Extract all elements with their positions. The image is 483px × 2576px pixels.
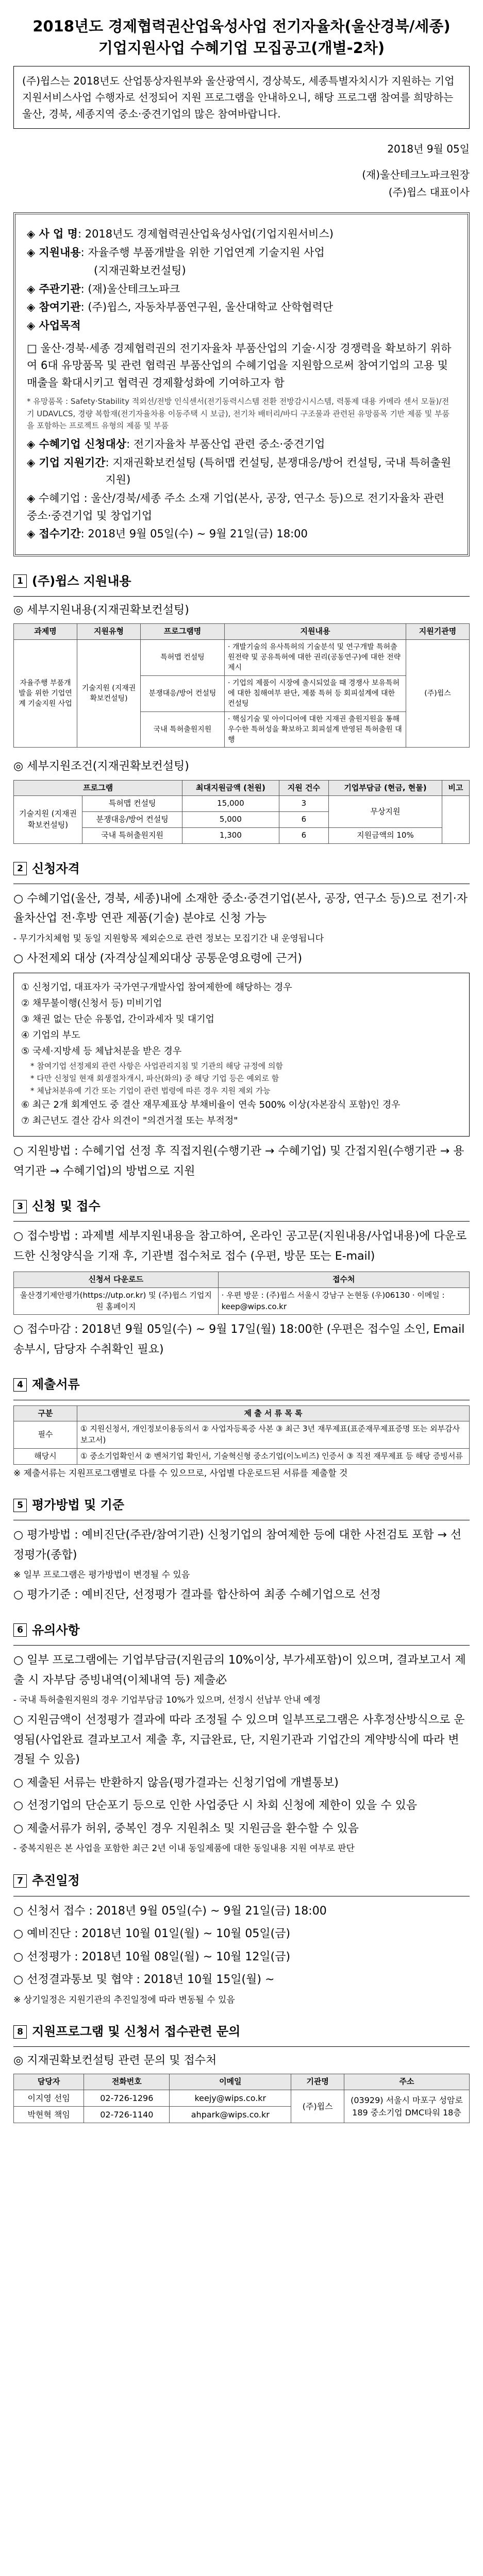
column-header: 제 출 서 류 목 록 (77, 1405, 470, 1421)
section-title: 신청 및 접수 (32, 1199, 101, 1213)
column-header: 전화번호 (84, 2074, 170, 2090)
column-header: 기관명 (291, 2074, 344, 2090)
section-8-sub: ◎ 지재권확보컨설팅 관련 문의 및 접수처 (13, 2054, 217, 2067)
org-1: (재)울산테크노파크원장 (362, 168, 470, 181)
column-header: 지원기관명 (406, 624, 470, 640)
column-header: 과제명 (14, 624, 77, 640)
table-header-row (14, 1272, 470, 1288)
overview-key: ◈ 참여기관 (27, 301, 81, 314)
notice-date: 2018년 9월 05일 (387, 143, 470, 156)
docs-cell: ① 중소기업확인서 ② 벤처기업 확인서, 기술혁신형 중소기업(이노비즈) 인증서 ③ 직전 재무제표 등 해당 증빙서류 (77, 1448, 470, 1464)
section-number: 7 (13, 1874, 27, 1888)
overview-row (27, 226, 456, 243)
exclusion-item: ③ 채권 없는 단순 유통업, 간이과세자 및 대기업 (21, 1014, 214, 1025)
count-cell: 6 (279, 827, 329, 843)
overview-purpose: □ 울산·경북·세종 경제협력권의 전기자율차 부품산업의 기술·시장 경쟁력을 확보하기 위하여 6대 유망품목 및 관련 협력권 부품산업의 수혜기업을 지원함으로써 참여기업의 고용 및 매출을 확대시키고 협력권 경제활성화에 기여하고자 함 (27, 342, 452, 389)
overview-key: ◈ 수혜기업 신청대상 (27, 438, 127, 451)
page-title (13, 15, 470, 59)
overview-row (27, 526, 456, 543)
section-2-p2: ○ 사전제외 대상 (자격상실제외대상 공통운영요령에 근거) (13, 952, 303, 965)
documents-note: ※ 제출서류는 지원프로그램별로 다를 수 있으므로, 사업별 다운로드된 서류를 제출할 것 (13, 1468, 348, 1479)
overview-key: ◈ 사 업 명 (27, 228, 78, 241)
exclusion-item: ④ 기업의 부도 (21, 1029, 80, 1041)
section-number: 4 (13, 1378, 27, 1392)
contact-name: 이지영 선임 (14, 2090, 84, 2106)
section-3-heading (13, 1197, 470, 1216)
group-cell: 기술지원 (지재권확보컨설팅) (14, 796, 82, 843)
schedule-note: ※ 상기일정은 지원기관의 추진일정에 따라 변동될 수 있음 (13, 1994, 235, 2005)
column-header: 지원 건수 (279, 780, 329, 796)
exclusion-note: * 참여기업 선정제외 관련 사항은 사업관리지침 및 기관의 해당 규정에 의함 (30, 1061, 283, 1071)
contact-org: (주)윕스 (291, 2090, 344, 2123)
program-cell: 국내 특허출원지원 (82, 827, 182, 843)
column-header: 프로그램 (14, 780, 182, 796)
table-row (14, 827, 470, 843)
program-cell: 특허맵 컨설팅 (82, 796, 182, 812)
table-row (14, 1287, 470, 1315)
section-5-p2: ○ 평가기준 : 예비진단, 선정평가 결과를 합산하여 최종 수혜기업으로 선정 (13, 1588, 381, 1602)
caution-note: - 국내 특허출원지원의 경우 기업부담금 10%가 있으며, 선정시 선납부 안내 예정 (13, 1695, 321, 1706)
overview-value: : 2018년 9월 05일(수) ~ 9월 21일(금) 18:00 (80, 528, 308, 540)
program-cell: 분쟁대응/방어 컨설팅 (82, 812, 182, 828)
section-3-p1: ○ 접수방법 : 과제별 세부지원내용을 참고하여, 온라인 공고문(지원내용/사업내용)에 다운로드한 신청양식을 기재 후, 기관별 접수처로 접수 (우편, 방문 또는 E-mail) (13, 1230, 467, 1263)
column-header: 비고 (442, 780, 469, 796)
section-title: 유의사항 (32, 1622, 80, 1637)
section-number: 2 (13, 862, 27, 875)
column-header: 지원내용 (225, 624, 406, 640)
address-cell: · 우편 방문 : (주)윕스 서울시 강남구 논현동 (우)06130 · 이메일 : keep@wips.co.kr (218, 1287, 469, 1315)
task-cell: 자율주행 부품개발을 위한 기업연계 기술지원 사업 (14, 639, 77, 748)
section-title: 지원프로그램 및 신청서 접수관련 문의 (32, 2024, 241, 2039)
amount-cell: 1,300 (182, 827, 279, 843)
contact-phone: 02-726-1296 (84, 2090, 170, 2106)
burden-cell: 지원금액의 10% (329, 827, 442, 843)
section-3-p2: ○ 접수마감 : 2018년 9월 05일(수) ~ 9월 17일(월) 18:00한 (우편은 접수일 소인, Email 송부시, 담당자 수취확인 필요) (13, 1323, 465, 1356)
program-cell: 국내 특허출원지원 (141, 711, 225, 748)
overview-row (27, 281, 456, 298)
overview-row (27, 262, 456, 280)
section-2-p1-note: - 무기가치체험 및 동일 지원항목 제외순으로 관련 정보는 모집기간 내 운영됩니다 (13, 933, 324, 944)
column-header: 담당자 (14, 2074, 84, 2090)
contact-phone: 02-726-1140 (84, 2107, 170, 2123)
contact-table (13, 2074, 470, 2123)
overview-value: : 자율주행 부품개발을 위한 기업연계 기술지원 사업 (80, 246, 325, 259)
section-number: 1 (13, 574, 27, 588)
table-header-row (14, 780, 470, 796)
caution-item: ○ 일부 프로그램에는 기업부담금(지원금의 10%이상, 부가세포함)이 있으며, 결과보고서 제출 시 자부담 증빙내역(이체내역 등) 제출必 (13, 1654, 466, 1687)
section-title: (주)윕스 지원내용 (32, 573, 131, 588)
table-header-row (14, 624, 470, 640)
exclusion-item: ⑤ 국세·지방세 등 체납처분을 받은 경우 (21, 1045, 182, 1057)
column-header: 접수처 (218, 1272, 469, 1288)
type-cell: 기술지원 (지재권확보컨설팅) (77, 639, 141, 748)
table-header-row (14, 2074, 470, 2090)
column-header: 기업부담금 (현금, 현물) (329, 780, 442, 796)
overview-value: : 전기자율차 부품산업 관련 중소·중견기업 (126, 438, 325, 451)
overview-row (27, 436, 456, 453)
section-5-p1: ○ 평가방법 : 예비진단(주관/참여기관) 신청기업의 참여제한 등에 대한 사전검토 포함 → 선정평가(종합) (13, 1529, 462, 1562)
overview-row (27, 454, 456, 489)
amount-cell: 5,000 (182, 812, 279, 828)
burden-cell: 무상지원 (329, 796, 442, 828)
table-row (14, 796, 470, 812)
caution-item: ○ 지원금액이 선정평가 결과에 따라 조정될 수 있으며 일부프로그램은 사후정산방식으로 운영됨(사업완료 결과보고서 제출 후, 지급완료, 단, 지원기관과 기업간의 계약방식에 따라 변경될 수 있음) (13, 1714, 465, 1767)
contact-address: (03929) 서울시 마포구 성암로 189 중소기업 DMC타워 18층 (344, 2090, 470, 2123)
caution-item: ○ 제출서류가 허위, 중복인 경우 지원취소 및 지원금을 환수할 수 있음 (13, 1822, 359, 1835)
table-header-row (14, 1405, 470, 1421)
column-header: 프로그램명 (141, 624, 225, 640)
caution-item: ○ 제출된 서류는 반환하지 않음(평가결과는 신청기업에 개별통보) (13, 1776, 339, 1789)
section-number: 3 (13, 1200, 27, 1213)
section-number: 6 (13, 1623, 27, 1637)
overview-key: ◈ 접수기간 (27, 528, 81, 540)
section-title: 제출서류 (32, 1377, 80, 1392)
download-cell: 울산경기제안평가(https://utp.or.kr) 및 (주)윕스 기업지원 홈페이지 (14, 1287, 219, 1315)
section-2-p1: ○ 수혜기업(울산, 경북, 세종)내에 소재한 중소·중견기업(본사, 공장, 연구소 등)으로 전기·자율차산업 전·후방 연관 제품(기술) 분야로 신청 가능 (13, 892, 468, 925)
exclusion-item: ② 채무불이행(신청서 등) 미비기업 (21, 998, 162, 1009)
table-row (14, 1421, 470, 1449)
column-header: 신청서 다운로드 (14, 1272, 219, 1288)
overview-value: : 지재권확보컨설팅 (특허맵 컨설팅, 분쟁대응/방어 컨설팅, 국내 특허출원지원) (105, 456, 452, 486)
section-number: 5 (13, 1499, 27, 1512)
support-conditions-table (13, 780, 470, 844)
caution-item: ○ 선정기업의 단순포기 등으로 인한 사업중단 시 차회 신청에 제한이 있을 수 있음 (13, 1799, 418, 1812)
intro-box: (주)윕스는 2018년도 산업통상자원부와 울산광역시, 경상북도, 세종특별자치시가 지원하는 기업지원서비스사업 수행자로 선정되어 지원 프로그램을 안내하오니, 해당 프로그램 참여를 희망하는 울산, 경북, 세종지역 중소·중견기업의 많은 참여바랍니다. (13, 66, 470, 129)
contact-name: 박현혁 책임 (14, 2107, 84, 2123)
docs-cell: ① 지원신청서, 개인정보이용동의서 ② 사업자등록증 사본 ③ 최근 3년 재무제표(표준재무제표증명 또는 외부감사보고서) (77, 1421, 470, 1449)
overview-key: ◈ 지원내용 (27, 246, 81, 259)
exclusion-note: * 다만 신청일 현재 회생절차개시, 파산(화의) 중 해당 기업 등은 예외로 함 (30, 1074, 279, 1083)
section-8-heading (13, 2022, 470, 2041)
program-cell: 분쟁대응/방어 컨설팅 (141, 675, 225, 711)
section-4-heading (13, 1375, 470, 1394)
section-6-heading (13, 1621, 470, 1640)
overview-value: : 2018년도 경제협력권산업육성사업(기업지원서비스) (77, 228, 334, 241)
amount-cell: 15,000 (182, 796, 279, 812)
overview-row (27, 317, 456, 335)
section-5-heading (13, 1496, 470, 1515)
count-cell: 6 (279, 812, 329, 828)
exclusion-box (13, 973, 470, 1137)
column-header: 지원유형 (77, 624, 141, 640)
column-header: 주소 (344, 2074, 470, 2090)
table-row (14, 1448, 470, 1464)
table-row (14, 2090, 470, 2106)
category-cell: 해당시 (14, 1448, 77, 1464)
support-content-table (13, 623, 470, 748)
section-2-p3: ○ 지원방법 : 수혜기업 선정 후 직접지원(수행기관 → 수혜기업) 및 간접지원(수행기관 → 용역기관 → 수혜기업)의 방법으로 지원 (13, 1145, 464, 1178)
contact-email[interactable]: ahpark@wips.co.kr (170, 2107, 291, 2123)
note-cell (442, 796, 469, 843)
content-cell: · 기업의 제품이 시장에 출시되었을 때 경쟁사 보유특허에 대한 침해여부 판단, 제품 특허 등 회피설계에 대한 컨설팅 (225, 675, 406, 711)
content-cell: · 개발기술의 유사특허의 기술분석 및 연구개발 특허출원전략 및 공유특허에 대한 권리(공동연구)에 대한 전략제시 (225, 639, 406, 675)
section-7-heading (13, 1871, 470, 1890)
exclusion-note: * 체납처분유예 기간 또는 기업이 관련 법령에 따른 경우 지원 제외 가능 (30, 1086, 271, 1096)
exclusion-item: ⑦ 최근년도 결산 감사 의견이 "의견거절 또는 부적정" (21, 1115, 238, 1127)
section-title: 평가방법 및 기준 (32, 1497, 124, 1512)
overview-value: (지재권확보컨설팅) (94, 264, 186, 277)
section-number: 8 (13, 2025, 27, 2039)
exclusion-item: ⑥ 최근 2개 회계연도 중 결산 재무제표상 부채비율이 연속 500% 이상(자본잠식 포함)인 경우 (21, 1099, 401, 1111)
overview-row (27, 299, 456, 316)
column-header: 최대지원금액 (천원) (182, 780, 279, 796)
section-1-heading (13, 572, 470, 591)
exclusion-item: ① 신청기업, 대표자가 국가연구개발사업 참여제한에 해당하는 경우 (21, 982, 292, 993)
section-title: 추진일정 (32, 1873, 80, 1888)
schedule-item: ○ 신청서 접수 : 2018년 9월 05일(수) ~ 9월 21일(금) 18:00 (13, 1904, 327, 1918)
column-header: 이메일 (170, 2074, 291, 2090)
title-line-1: 2018년도 경제협력권산업육성사업 전기자율차(울산경북/세종) (32, 18, 451, 35)
application-table (13, 1272, 470, 1315)
overview-box (13, 212, 470, 556)
section-title: 신청자격 (32, 861, 80, 876)
section-5-p1-note: ※ 일부 프로그램은 평가방법이 변경될 수 있음 (13, 1570, 190, 1581)
program-cell: 특허맵 컨설팅 (141, 639, 225, 675)
table-row (14, 639, 470, 675)
overview-key: ◈ 기업 지원기간 (27, 456, 106, 469)
column-header: 구분 (14, 1405, 77, 1421)
section-2-heading (13, 859, 470, 878)
overview-eligible: ◈ 수혜기업 : 울산/경북/세종 주소 소재 기업(본사, 공장, 연구소 등)으로 전기자율차 관련 중소·중견기업 및 창업기업 (27, 492, 444, 522)
category-cell: 필수 (14, 1421, 77, 1449)
count-cell: 3 (279, 796, 329, 812)
overview-value: : (재)울산테크노파크 (80, 282, 180, 295)
overview-key: ◈ 주관기관 (27, 282, 81, 295)
section-1-sub-1: ◎ 세부지원내용(지재권확보컨설팅) (13, 603, 189, 617)
title-line-2: 기업지원사업 수혜기업 모집공고(개별-2차) (98, 39, 385, 57)
section-1-sub-2: ◎ 세부지원조건(지재권확보컨설팅) (13, 760, 189, 773)
overview-value: : (주)윕스, 자동차부품연구원, 울산대학교 산학협력단 (80, 301, 334, 314)
agency-cell: (주)윕스 (406, 639, 470, 748)
schedule-item: ○ 선정평가 : 2018년 10월 08일(월) ~ 10월 12일(금) (13, 1950, 291, 1963)
contact-email[interactable]: keejy@wips.co.kr (170, 2090, 291, 2106)
content-cell: · 핵심기술 및 아이디어에 대한 지재권 출원지원을 통해 우수한 특허성을 확보하고 회피설계 반영된 특허출원 대행 (225, 711, 406, 748)
documents-table (13, 1405, 470, 1465)
overview-key: ◈ 사업목적 (27, 319, 81, 332)
schedule-item: ○ 예비진단 : 2018년 10월 01일(월) ~ 10월 05일(금) (13, 1927, 291, 1941)
overview-row (27, 244, 456, 262)
caution-note: - 중복지원은 본 사업을 포함한 최근 2년 이내 동일제품에 대한 동일내용 지원 여부로 판단 (13, 1843, 355, 1854)
schedule-item: ○ 선정결과통보 및 협약 : 2018년 10월 15일(월) ~ (13, 1973, 275, 1987)
overview-note: * 유망품목 : Safety·Stability 적외선/전방 인식센서(전기동력시스템 전환 전방감시시스템, 력통제 대용 카메라 센서 모듈)/전기 UDAVLCS, 경량 복합재(전기자율차용 이동주택 시 보급), 전기차 배터리/바디 구조물과 관련된 유망품목 기반 제품 및 부품을 포함하는 프로젝트 유형의 제품 및 부품 (27, 397, 450, 430)
org-2: (주)윕스 대표이사 (388, 186, 470, 199)
